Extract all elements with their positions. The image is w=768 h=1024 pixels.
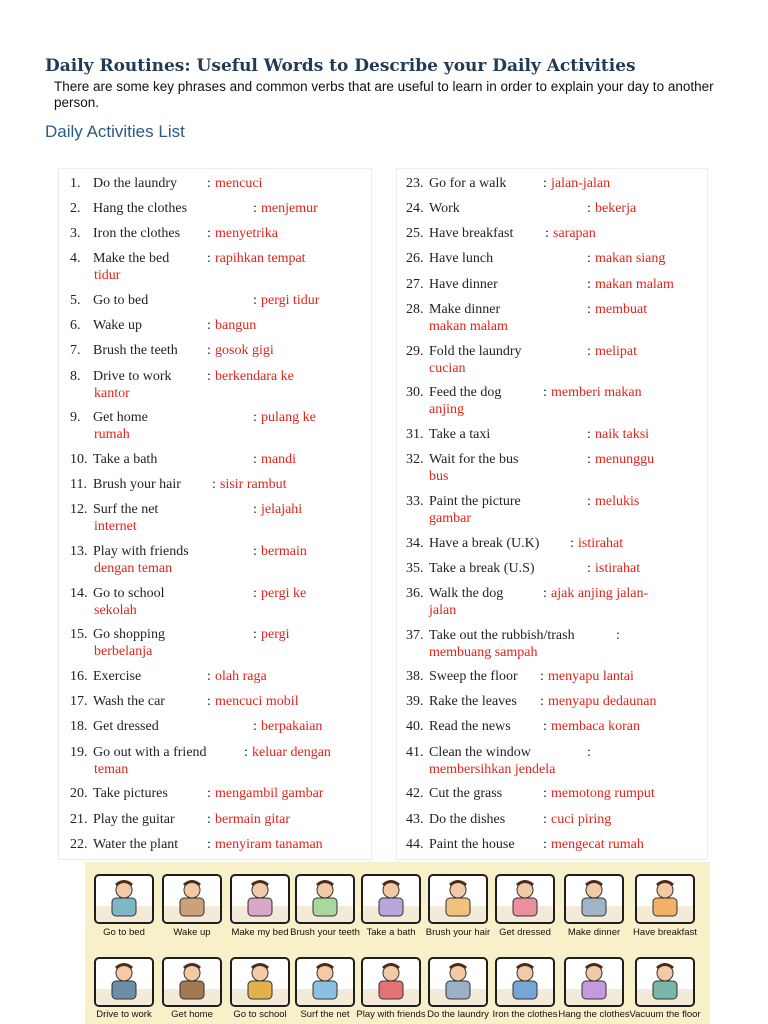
english-phrase: Have breakfast	[429, 226, 514, 241]
separator: :	[543, 586, 547, 601]
page-title: Daily Routines: Useful Words to Describe your Daily Activities	[45, 56, 636, 76]
english-phrase: Get home	[93, 410, 148, 425]
separator: :	[570, 536, 574, 551]
english-phrase: Wash the car	[93, 694, 165, 709]
separator: :	[587, 561, 591, 576]
item-number: 43.	[406, 812, 424, 827]
item-number: 41.	[406, 745, 424, 760]
item-number: 1.	[70, 176, 81, 191]
item-number: 8.	[70, 369, 81, 384]
indonesian-translation-continued: teman	[94, 761, 129, 777]
separator: :	[540, 669, 544, 684]
list-item	[406, 385, 642, 417]
indonesian-translation-continued: gambar	[429, 510, 471, 526]
list-item	[70, 694, 299, 711]
vacuum-icon	[637, 959, 693, 1005]
separator: :	[253, 719, 257, 734]
indonesian-translation: pulang ke	[261, 410, 316, 425]
separator: :	[253, 627, 257, 642]
list-item	[70, 586, 307, 618]
english-phrase: Play the guitar	[93, 812, 175, 827]
item-number: 35.	[406, 561, 424, 576]
indonesian-translation: keluar dengan	[252, 745, 331, 760]
item-number: 5.	[70, 293, 81, 308]
english-phrase: Do the dishes	[429, 812, 506, 827]
indonesian-translation-continued: membuang sampah	[429, 644, 538, 660]
english-phrase: Wait for the bus	[429, 452, 519, 467]
english-phrase: Water the plant	[93, 837, 179, 852]
english-phrase: Clean the window	[429, 745, 531, 760]
list-item	[406, 201, 637, 218]
hairbrush-icon	[430, 876, 486, 922]
picture-card	[635, 957, 695, 1007]
list-item	[70, 452, 296, 469]
picture-dictionary-panel	[85, 862, 710, 1024]
list-item	[406, 628, 620, 660]
item-number: 40.	[406, 719, 424, 734]
separator: :	[587, 427, 591, 442]
picture-card-label: Play with friends	[356, 1009, 426, 1020]
english-phrase: Wake up	[93, 318, 143, 333]
english-phrase: Take out the rubbish/trash	[429, 628, 575, 643]
indonesian-translation-continued: bus	[429, 468, 449, 484]
list-item	[406, 669, 634, 686]
bed-icon	[232, 876, 288, 922]
separator: :	[587, 452, 591, 467]
separator: :	[253, 452, 257, 467]
activities-list-left	[58, 168, 372, 860]
indonesian-translation: bermain	[261, 544, 307, 559]
item-number: 16.	[70, 669, 88, 684]
picture-card	[495, 874, 555, 924]
item-number: 22.	[70, 837, 88, 852]
indonesian-translation: cuci piring	[551, 812, 612, 827]
english-phrase: Drive to work	[93, 369, 172, 384]
washing-machine-icon	[430, 959, 486, 1005]
indonesian-translation: pergi ke	[261, 586, 307, 601]
list-item	[406, 786, 655, 803]
indonesian-translation: olah raga	[215, 669, 267, 684]
item-number: 21.	[70, 812, 88, 827]
english-phrase: Brush the teeth	[93, 343, 178, 358]
separator: :	[253, 502, 257, 517]
english-phrase: Exercise	[93, 669, 142, 684]
list-item	[406, 837, 644, 854]
indonesian-translation: ajak anjing jalan-	[551, 586, 649, 601]
english-phrase: Go shopping	[93, 627, 165, 642]
english-phrase: Go out with a friend	[93, 745, 207, 760]
english-phrase: Make dinner	[429, 302, 501, 317]
picture-card-label: Brush your hair	[425, 927, 491, 938]
separator: :	[587, 277, 591, 292]
school-icon	[232, 959, 288, 1005]
activities-list-right	[396, 168, 708, 860]
item-number: 15.	[70, 627, 88, 642]
indonesian-translation-continued: makan malam	[429, 318, 508, 334]
picture-card-label: Go to bed	[103, 927, 145, 938]
item-number: 39.	[406, 694, 424, 709]
indonesian-translation: menyiram tanaman	[215, 837, 323, 852]
sleeping-person-icon	[96, 876, 152, 922]
item-number: 26.	[406, 251, 424, 266]
separator: :	[253, 544, 257, 559]
english-phrase: Take a break (U.S)	[429, 561, 535, 576]
indonesian-translation-continued: kantor	[94, 385, 130, 401]
item-number: 24.	[406, 201, 424, 216]
friends-icon	[363, 959, 419, 1005]
english-phrase: Fold the laundry	[429, 344, 522, 359]
indonesian-translation-continued: cucian	[429, 360, 466, 376]
list-item	[406, 586, 649, 618]
indonesian-translation: pergi	[261, 627, 290, 642]
indonesian-translation-continued: sekolah	[94, 602, 137, 618]
separator: :	[616, 628, 620, 643]
separator: :	[587, 344, 591, 359]
indonesian-translation: mengecat rumah	[551, 837, 644, 852]
separator: :	[253, 586, 257, 601]
toothbrush-icon	[297, 876, 353, 922]
separator: :	[207, 343, 211, 358]
list-item	[70, 786, 324, 803]
indonesian-translation: rapihkan tempat	[215, 251, 306, 266]
car-icon	[96, 959, 152, 1005]
item-number: 30.	[406, 385, 424, 400]
list-item	[406, 344, 637, 376]
english-phrase: Cut the grass	[429, 786, 503, 801]
intro-paragraph: There are some key phrases and common verbs that are useful to learn in order to explain your day to another person.	[54, 79, 714, 110]
item-number: 4.	[70, 251, 81, 266]
indonesian-translation: sarapan	[553, 226, 596, 241]
item-number: 3.	[70, 226, 81, 241]
indonesian-translation: bangun	[215, 318, 257, 333]
list-item	[70, 226, 278, 243]
separator: :	[207, 226, 211, 241]
picture-card-label: Iron the clothes	[492, 1009, 558, 1020]
english-phrase: Take pictures	[93, 786, 168, 801]
item-number: 6.	[70, 318, 81, 333]
picture-card	[361, 957, 421, 1007]
list-item	[70, 410, 316, 442]
picture-card	[162, 874, 222, 924]
list-item	[70, 343, 274, 360]
item-number: 31.	[406, 427, 424, 442]
indonesian-translation: gosok gigi	[215, 343, 274, 358]
separator: :	[253, 293, 257, 308]
indonesian-translation: berkendara ke	[215, 369, 294, 384]
indonesian-translation-continued: berbelanja	[94, 643, 153, 659]
english-phrase: Have lunch	[429, 251, 494, 266]
list-item	[70, 627, 290, 659]
separator: :	[207, 251, 211, 266]
item-number: 18.	[70, 719, 88, 734]
english-phrase: Paint the picture	[429, 494, 521, 509]
picture-card-label: Take a bath	[366, 927, 416, 938]
separator: :	[207, 176, 211, 191]
list-item	[406, 494, 640, 526]
list-item	[406, 427, 650, 444]
indonesian-translation: menyetrika	[215, 226, 278, 241]
picture-card	[230, 957, 290, 1007]
picture-card-label: Drive to work	[96, 1009, 152, 1020]
separator: :	[244, 745, 248, 760]
picture-card	[295, 957, 355, 1007]
indonesian-translation: jelajahi	[261, 502, 303, 517]
english-phrase: Take a taxi	[429, 427, 491, 442]
indonesian-translation: istirahat	[595, 561, 641, 576]
item-number: 12.	[70, 502, 88, 517]
indonesian-translation: memotong rumput	[551, 786, 655, 801]
list-item	[406, 251, 666, 268]
picture-card-label: Make my bed	[231, 927, 289, 938]
indonesian-translation: naik taksi	[595, 427, 650, 442]
item-number: 23.	[406, 176, 424, 191]
separator: :	[253, 410, 257, 425]
indonesian-translation: makan siang	[595, 251, 666, 266]
english-phrase: Go to school	[93, 586, 165, 601]
item-number: 37.	[406, 628, 424, 643]
list-item	[406, 719, 641, 736]
separator: :	[207, 837, 211, 852]
separator: :	[587, 251, 591, 266]
item-number: 9.	[70, 410, 81, 425]
list-item	[406, 812, 612, 829]
list-item	[70, 293, 320, 310]
indonesian-translation: mencuci mobil	[215, 694, 299, 709]
list-item	[70, 318, 257, 335]
separator: :	[212, 477, 216, 492]
separator: :	[587, 201, 591, 216]
indonesian-translation: jalan-jalan	[551, 176, 611, 191]
list-item	[70, 502, 303, 534]
english-phrase: Paint the house	[429, 837, 515, 852]
separator: :	[207, 786, 211, 801]
list-item	[70, 201, 318, 218]
picture-card-label: Hang the clothes	[558, 1009, 630, 1020]
english-phrase: Surf the net	[93, 502, 159, 517]
separator: :	[207, 812, 211, 827]
list-item	[406, 176, 611, 193]
picture-card	[94, 957, 154, 1007]
picture-card	[162, 957, 222, 1007]
english-phrase: Sweep the floor	[429, 669, 518, 684]
item-number: 32.	[406, 452, 424, 467]
separator: :	[207, 694, 211, 709]
item-number: 33.	[406, 494, 424, 509]
indonesian-translation-continued: dengan teman	[94, 560, 173, 576]
list-item	[70, 745, 331, 777]
separator: :	[543, 837, 547, 852]
indonesian-translation: melukis	[595, 494, 640, 509]
indonesian-translation: menyapu dedaunan	[548, 694, 657, 709]
list-item	[70, 477, 287, 494]
list-item	[70, 719, 323, 736]
english-phrase: Play with friends	[93, 544, 189, 559]
item-number: 27.	[406, 277, 424, 292]
list-item	[406, 536, 624, 553]
english-phrase: Work	[429, 201, 460, 216]
iron-icon	[497, 959, 553, 1005]
item-number: 7.	[70, 343, 81, 358]
item-number: 2.	[70, 201, 81, 216]
list-item	[70, 251, 306, 283]
separator: :	[587, 745, 591, 760]
english-phrase: Take a bath	[93, 452, 158, 467]
english-phrase: Go to bed	[93, 293, 149, 308]
section-title: Daily Activities List	[45, 122, 185, 141]
separator: :	[253, 201, 257, 216]
indonesian-translation: sisir rambut	[220, 477, 287, 492]
picture-card-label: Get dressed	[499, 927, 551, 938]
indonesian-translation: membaca koran	[551, 719, 641, 734]
list-item	[406, 452, 655, 484]
indonesian-translation: membuat	[595, 302, 648, 317]
separator: :	[543, 385, 547, 400]
dress-icon	[497, 876, 553, 922]
indonesian-translation-continued: rumah	[94, 426, 130, 442]
separator: :	[540, 694, 544, 709]
item-number: 13.	[70, 544, 88, 559]
separator: :	[587, 302, 591, 317]
separator: :	[587, 494, 591, 509]
separator: :	[543, 176, 547, 191]
picture-card	[495, 957, 555, 1007]
separator: :	[545, 226, 549, 241]
item-number: 25.	[406, 226, 424, 241]
picture-card	[295, 874, 355, 924]
item-number: 36.	[406, 586, 424, 601]
list-item	[406, 745, 591, 777]
separator: :	[207, 669, 211, 684]
item-number: 19.	[70, 745, 88, 760]
indonesian-translation: bermain gitar	[215, 812, 291, 827]
chef-icon	[566, 876, 622, 922]
list-item	[70, 369, 294, 401]
picture-card	[428, 957, 488, 1007]
item-number: 17.	[70, 694, 88, 709]
item-number: 28.	[406, 302, 424, 317]
picture-card	[428, 874, 488, 924]
picture-card-label: Brush your teeth	[290, 927, 360, 938]
indonesian-translation: mencuci	[215, 176, 263, 191]
english-phrase: Go for a walk	[429, 176, 507, 191]
english-phrase: Brush your hair	[93, 477, 181, 492]
picture-card	[635, 874, 695, 924]
indonesian-translation-continued: internet	[94, 518, 137, 534]
indonesian-translation: melipat	[595, 344, 637, 359]
indonesian-translation: mengambil gambar	[215, 786, 324, 801]
picture-card	[94, 874, 154, 924]
indonesian-translation-continued: jalan	[429, 602, 457, 618]
indonesian-translation: menjemur	[261, 201, 318, 216]
english-phrase: Walk the dog	[429, 586, 504, 601]
item-number: 11.	[70, 477, 87, 492]
picture-card	[230, 874, 290, 924]
item-number: 44.	[406, 837, 424, 852]
bathtub-icon	[363, 876, 419, 922]
item-number: 38.	[406, 669, 424, 684]
indonesian-translation: pergi tidur	[261, 293, 320, 308]
picture-card-label: Vacuum the floor	[629, 1009, 701, 1020]
list-item	[70, 176, 263, 193]
picture-card-label: Have breakfast	[633, 927, 697, 938]
english-phrase: Make the bed	[93, 251, 170, 266]
picture-card-label: Do the laundry	[427, 1009, 489, 1020]
english-phrase: Do the laundry	[93, 176, 177, 191]
item-number: 14.	[70, 586, 88, 601]
indonesian-translation: makan malam	[595, 277, 674, 292]
picture-card-label: Make dinner	[567, 927, 621, 938]
english-phrase: Feed the dog	[429, 385, 502, 400]
separator: :	[543, 786, 547, 801]
indonesian-translation-continued: anjing	[429, 401, 464, 417]
indonesian-translation: mandi	[261, 452, 296, 467]
english-phrase: Have a break (U.K)	[429, 536, 540, 551]
english-phrase: Hang the clothes	[93, 201, 188, 216]
picture-card	[361, 874, 421, 924]
indonesian-translation: bekerja	[595, 201, 637, 216]
list-item	[406, 277, 674, 294]
picture-card-label: Surf the net	[300, 1009, 350, 1020]
english-phrase: Iron the clothes	[93, 226, 181, 241]
item-number: 10.	[70, 452, 88, 467]
indonesian-translation: berpakaian	[261, 719, 323, 734]
indonesian-translation-continued: tidur	[94, 267, 121, 283]
list-item	[70, 669, 267, 686]
house-icon	[164, 959, 220, 1005]
picture-card-label: Wake up	[173, 927, 211, 938]
separator: :	[543, 812, 547, 827]
english-phrase: Read the news	[429, 719, 511, 734]
item-number: 20.	[70, 786, 88, 801]
picture-card-label: Get home	[171, 1009, 213, 1020]
list-item	[70, 837, 323, 854]
list-item	[406, 561, 641, 578]
english-phrase: Rake the leaves	[429, 694, 517, 709]
list-item	[406, 226, 596, 243]
indonesian-translation: memberi makan	[551, 385, 642, 400]
english-phrase: Get dressed	[93, 719, 159, 734]
computer-icon	[297, 959, 353, 1005]
picture-card-label: Go to school	[233, 1009, 287, 1020]
indonesian-translation: menyapu lantai	[548, 669, 634, 684]
list-item	[70, 812, 291, 829]
waking-person-icon	[164, 876, 220, 922]
separator: :	[207, 369, 211, 384]
item-number: 29.	[406, 344, 424, 359]
picture-card	[564, 874, 624, 924]
indonesian-translation: istirahat	[578, 536, 624, 551]
list-item	[406, 302, 648, 334]
separator: :	[543, 719, 547, 734]
list-item	[406, 694, 657, 711]
clothesline-icon	[566, 959, 622, 1005]
english-phrase: Have dinner	[429, 277, 498, 292]
picture-card	[564, 957, 624, 1007]
item-number: 42.	[406, 786, 424, 801]
indonesian-translation: menunggu	[595, 452, 655, 467]
list-item	[70, 544, 307, 576]
separator: :	[207, 318, 211, 333]
item-number: 34.	[406, 536, 424, 551]
breakfast-icon	[637, 876, 693, 922]
indonesian-translation-continued: membersihkan jendela	[429, 761, 556, 777]
